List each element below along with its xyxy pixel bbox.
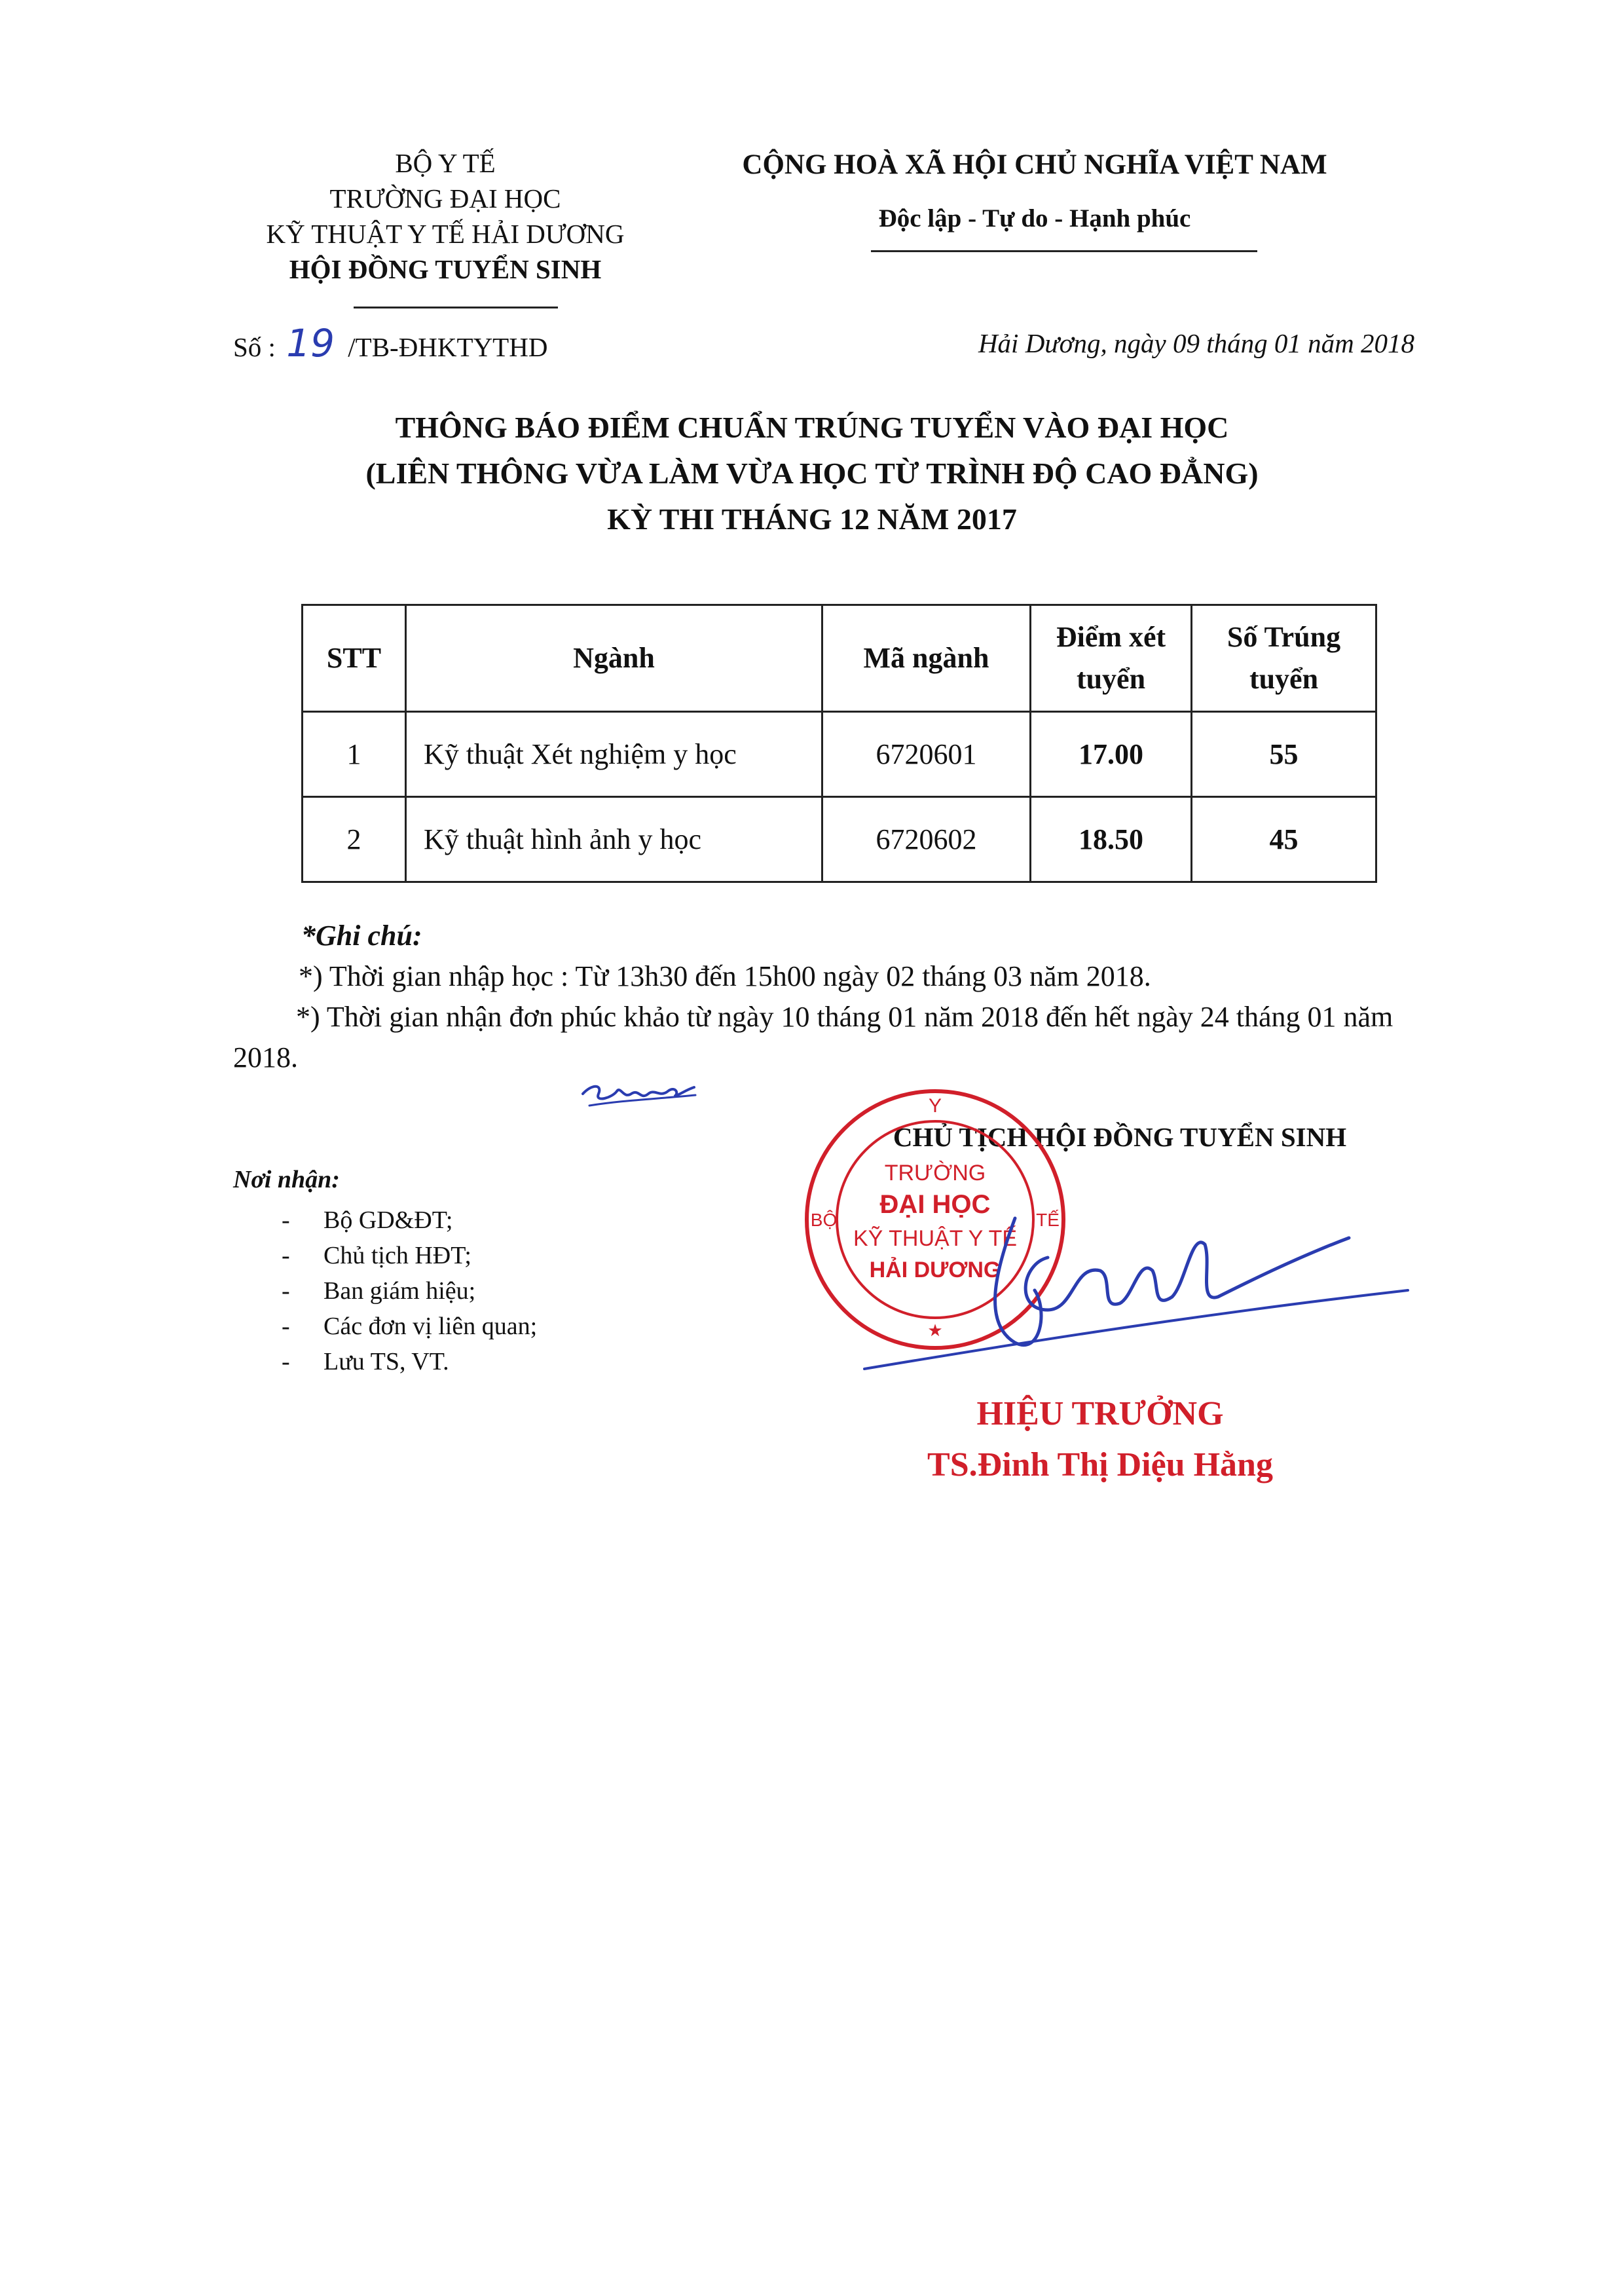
issuer-divider — [354, 307, 558, 308]
header-stt: STT — [303, 605, 406, 712]
list-item: - Ban giám hiệu; — [282, 1277, 476, 1305]
signer-block — [851, 1389, 1349, 1491]
recipients-block — [233, 1162, 537, 1379]
table-row — [303, 797, 1376, 882]
cell-stt: 2 — [303, 797, 406, 882]
table-row — [303, 712, 1376, 797]
header-admitted — [1192, 605, 1376, 712]
header-score-line2: tuyển — [1076, 663, 1146, 695]
council-chair-title: CHỦ TỊCH HỘI ĐỒNG TUYỂN SINH — [893, 1122, 1347, 1152]
national-motto: Độc lập - Tự do - Hạnh phúc — [878, 204, 1191, 233]
notes-heading: *Ghi chú: — [301, 920, 422, 952]
title-line2: (LIÊN THÔNG VỪA LÀM VỪA HỌC TỪ TRÌNH ĐỘ CAO ĐẲNG) — [365, 457, 1259, 490]
note-appeal-time: *) Thời gian nhận đơn phúc khảo từ ngày 10 tháng 01 năm 2018 đến hết ngày 24 tháng 01 năm 2018. — [233, 1001, 1393, 1073]
nation-name: CỘNG HOÀ XÃ HỘI CHỦ NGHĨA VIỆT NAM — [742, 149, 1327, 180]
recipients-list — [233, 1203, 537, 1379]
ministry-name: BỘ Y TẾ — [395, 148, 496, 178]
signer-name: TS.Đinh Thị Diệu Hằng — [927, 1446, 1273, 1483]
seal-line2: ĐẠI HỌC — [879, 1190, 991, 1219]
list-item: - Lưu TS, VT. — [282, 1348, 449, 1375]
list-item: - Bộ GD&ĐT; — [282, 1206, 453, 1234]
place-date: Hải Dương, ngày 09 tháng 01 năm 2018 — [978, 328, 1414, 358]
list-item: - Các đơn vị liên quan; — [282, 1313, 538, 1340]
seal-ring-right: TẾ — [1036, 1210, 1060, 1230]
school-name-line1: TRƯỜNG ĐẠI HỌC — [329, 183, 561, 214]
header-major: Ngành — [406, 605, 822, 712]
cell-major: Kỹ thuật Xét nghiệm y học — [406, 712, 822, 797]
notes-section — [233, 916, 1412, 1078]
seal-line1: TRƯỜNG — [884, 1161, 986, 1185]
cell-admitted: 45 — [1192, 797, 1376, 882]
header-code: Mã ngành — [822, 605, 1031, 712]
signer-role: HIỆU TRƯỞNG — [976, 1395, 1224, 1432]
document-number-suffix: /TB-ĐHKTYTHD — [348, 332, 548, 362]
signature-icon — [851, 1179, 1414, 1389]
cell-score: 17.00 — [1031, 712, 1192, 797]
header-admitted-line1: Số Trúng — [1227, 621, 1341, 653]
cell-code: 6720602 — [822, 797, 1031, 882]
school-name-line2: KỸ THUẬT Y TẾ HẢI DƯƠNG — [266, 219, 625, 249]
cell-score: 18.50 — [1031, 797, 1192, 882]
cell-code: 6720601 — [822, 712, 1031, 797]
seal-ring-left: BỘ — [810, 1210, 838, 1230]
council-name: HỘI ĐỒNG TUYỂN SINH — [289, 254, 602, 284]
svg-text:★: ★ — [927, 1321, 943, 1341]
cell-admitted: 55 — [1192, 712, 1376, 797]
motto-underline — [871, 250, 1257, 252]
cell-stt: 1 — [303, 712, 406, 797]
title-line3: KỲ THI THÁNG 12 NĂM 2017 — [607, 502, 1017, 536]
header-score — [1031, 605, 1192, 712]
note-enrollment-time: *) Thời gian nhập học : Từ 13h30 đến 15h00 ngày 02 tháng 03 năm 2018. — [299, 960, 1151, 992]
national-header — [733, 145, 1336, 238]
title-line1: THÔNG BÁO ĐIỂM CHUẨN TRÚNG TUYỂN VÀO ĐẠI HỌC — [395, 411, 1229, 444]
notice-title — [196, 405, 1428, 542]
document-number — [233, 321, 548, 367]
header-admitted-line2: tuyển — [1249, 663, 1319, 695]
handwritten-initial — [576, 1065, 701, 1117]
issuer-block — [223, 145, 668, 287]
seal-line4: HẢI DƯƠNG — [869, 1258, 1001, 1282]
seal-line3: KỸ THUẬT Y TẾ — [853, 1226, 1018, 1251]
header-score-line1: Điểm xét — [1056, 621, 1166, 653]
admission-score-table — [301, 604, 1377, 883]
recipients-label: Nơi nhận: — [233, 1166, 340, 1193]
seal-ring-top: Y — [928, 1095, 942, 1117]
cell-major: Kỹ thuật hình ảnh y học — [406, 797, 822, 882]
document-number-prefix: Số : — [233, 332, 276, 362]
document-number-value: 19 — [286, 321, 335, 365]
list-item: - Chủ tịch HĐT; — [282, 1242, 471, 1269]
table-header-row — [303, 605, 1376, 712]
